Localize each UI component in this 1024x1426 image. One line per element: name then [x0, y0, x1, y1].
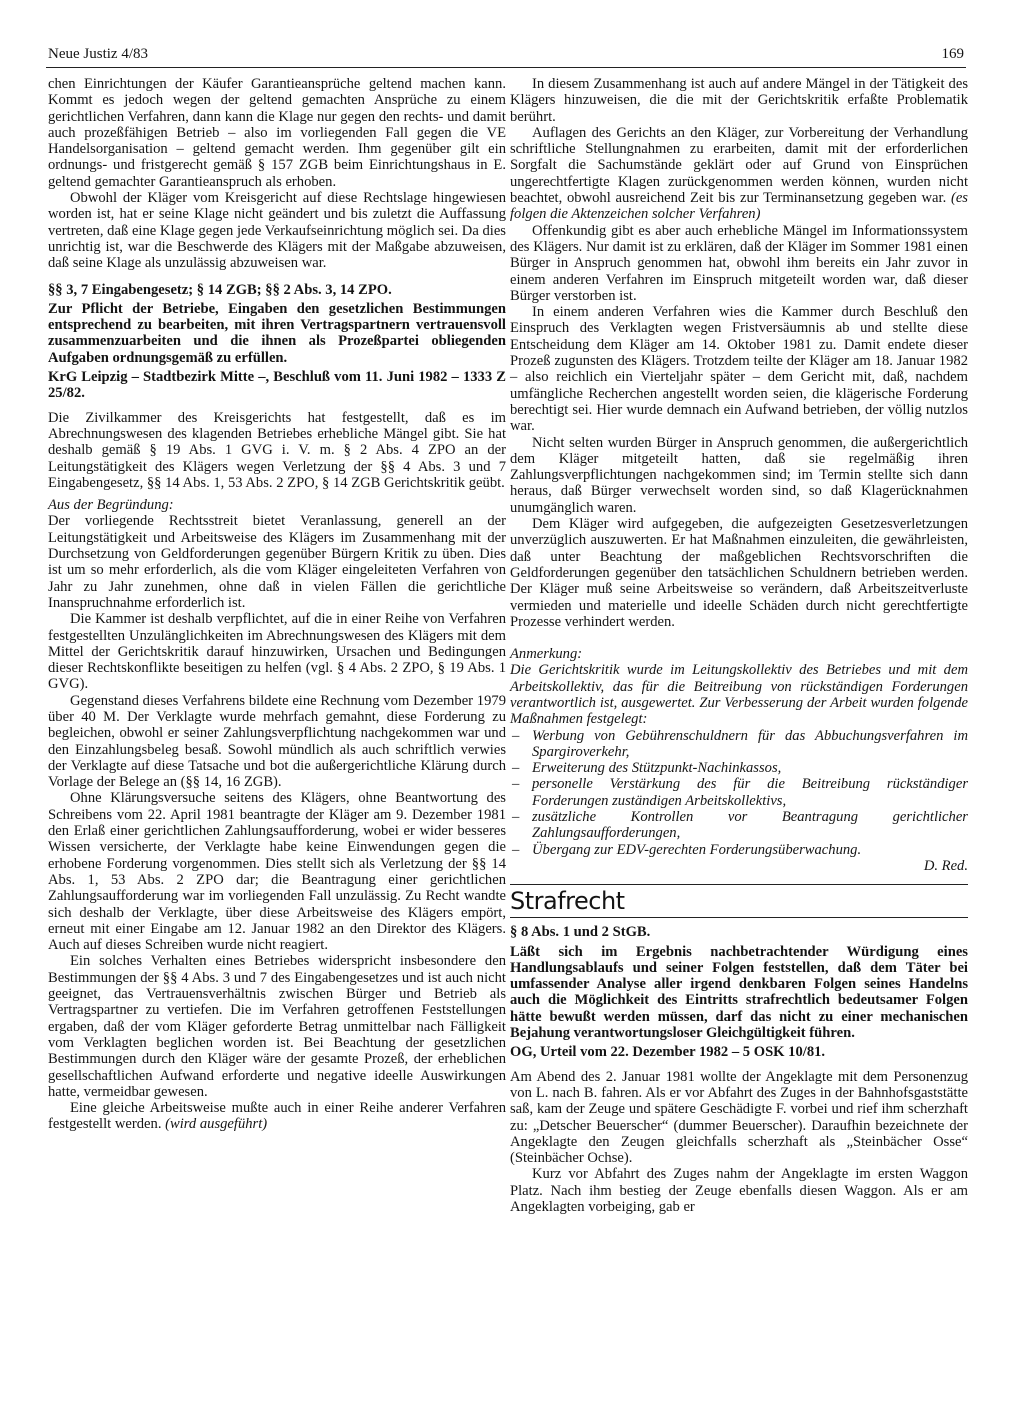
paragraph — [48, 1100, 506, 1133]
list-item: – Übergang zur EDV-gerechten Forderungsüberwachung. — [510, 842, 968, 858]
section-rule — [510, 917, 968, 918]
paragraph: Dem Kläger wird aufgegeben, die aufgezeigten Gesetzesverletzungen unverzüglich auszuwerten. Er hat Maßnahmen einzuleiten, die gewährleisten, daß unter Beachtung der maßgeblichen Rechtsvorschriften die Geldforderungen gegenüber den tatsächlichen Schuldnern betrieben werden. Der Kläger muß seine Arbeitsweise so verändern, daß Arbeitszeitverluste vermieden und materielle und ideelle Schäden durch nicht gerechtfertigte Prozesse verhindert werden. — [510, 516, 968, 630]
remark-text: Die Gerichtskritik wurde im Leitungskollektiv des Betriebes und mit dem Arbeitskollektiv, das für die Beitreibung von rückständigen Forderungen verantwortlich ist, ausgewertet. Zur Verbesserung der Arbeit wurden folgende Maßnahmen festgelegt: — [510, 662, 968, 728]
headnote: Zur Pflicht der Betriebe, Eingaben den gesetzlichen Bestimmungen entsprechend zu bearbeiten, mit ihren Vertragspartnern vertrauensvoll zusammenzuarbeiten und die ihnen als Prozeßpartei obliegenden Aufgaben ordnungsgemäß zu erfüllen. — [48, 300, 506, 366]
law-citation: § 8 Abs. 1 und 2 StGB. — [510, 924, 651, 941]
list-item: – Werbung von Gebührenschuldnern für das Abbuchungsverfahren im Spargiroverkehr, — [510, 728, 968, 761]
left-column — [48, 76, 506, 1133]
law-citation: §§ 3, 7 Eingabengesetz; § 14 ZGB; §§ 2 Abs. 3, 14 ZPO. — [48, 281, 392, 298]
court-reference: KrG Leipzig – Stadtbezirk Mitte –, Beschluß vom 11. Juni 1982 – 1333 Z 25/82. — [48, 369, 506, 402]
paragraph: Offenkundig gibt es aber auch erhebliche Mängel im Informationssystem des Klägers. Nur damit ist zu erklären, daß der Kläger im Sommer 1981 einen Bürger in Anspruch genommen hat, obwohl ihm bereits ein Jahr zuvor in einem anderen Verfahren im Einspruch mitgeteilt worden war, daß dieser Bürger verstorben ist. — [510, 222, 968, 304]
editorial-remark — [510, 646, 968, 874]
paragraph: In einem anderen Verfahren wies die Kammer durch Beschluß den Einspruch des Verklagten wegen Fristversäumnis ab und stellte diese Entscheidung dem Kläger am 14. Oktober 1981 zu. Damit endete dieser Prozeß zugunsten des Klägers. Trotzdem teilte der Kläger am 18. Januar 1982 – also reichlich ein Vierteljahr später – dem Gericht mit, daß, nachdem umfängliche Recherchen angestellt worden seien, die klägerische Forderung berechtigt sei. Hier wurde demnach ein Aufwand betrieben, der völlig nutzlos war. — [510, 304, 968, 435]
list-item: – personelle Verstärkung des für die Beitreibung rückständiger Forderungen zuständigen Arbeitskollektivs, — [510, 776, 968, 809]
paragraph-text: Auflagen des Gerichts an den Kläger, zur Vorbereitung der Verhandlung schriftliche Stellungnahmen zu erarbeiten, damit mit der erforderlichen Sorgfalt die Sachumstände geklärt oder auf Grund von Einsprüchen ungerechtfertigte Klagen zurückgenommen werden können, wurden nicht beachtet, obwohl ausreichend Zeit bis zur Terminansetzung gegeben war. — [510, 124, 968, 207]
paragraph: Ein solches Verhalten eines Betriebes widerspricht insbesondere den Bestimmungen der §§ 4 Abs. 3 und 7 des Eingabengesetzes und ist auch nicht geeignet, das Vertrauensverhältnis zwischen Bürger und Betrieb als Vertragspartner zu vertiefen. Die im Verfahren getroffenen Feststellungen ergaben, daß der vom Kläger geforderte Betrag unmittelbar nach Fälligkeit vom Verklagten beglichen worden ist. Bei Beachtung der gesetzlichen Bestimmungen durch den Kläger wäre der gesamte Prozeß, der erheblichen gesellschaftlichen Aufwand erforderte und negative ideelle Auswirkungen hatte, vermeidbar gewesen. — [48, 953, 506, 1100]
section-heading: Strafrecht — [510, 884, 968, 915]
paragraph: Nicht selten wurden Bürger in Anspruch genommen, die außergerichtlich dem Kläger mitgeteilt hatten, daß sie regelmäßig ihren Zahlungsverpflichtungen nachgekommen sind; im Termin stellte sich dann heraus, daß Bürger verwechselt worden sind, so daß Klagerücknahmen unumgänglich waren. — [510, 434, 968, 516]
right-column — [510, 76, 968, 1215]
editorial-note: (wird ausgeführt) — [165, 1116, 268, 1133]
journal-title: Neue Justiz 4/83 — [48, 46, 148, 62]
paragraph: chen Einrichtungen der Käufer Garantieansprüche geltend machen kann. Kommt es jedoch wegen der geltend gemachten Ansprüche zu einem gerichtlichen Verfahren, dann kann die Klage nur gegen den rechts- und damit auch prozeßfähigen Betrieb – also im vorliegenden Fall gegen die VE Handelsorganisation – geltend gemacht werden. Ihm gegenüber gilt ein ordnungs- und fristgerecht gemäß § 157 ZGB beim Einrichtungshaus in E. geltend gemachter Garantieanspruch als erhoben. — [48, 76, 506, 190]
list-item: – zusätzliche Kontrollen vor Beantragung gerichtlicher Zahlungsaufforderungen, — [510, 809, 968, 842]
paragraph: Kurz vor Abfahrt des Zuges nahm der Angeklagte im ersten Waggon Platz. Nach ihm bestieg der Zeuge ebenfalls diesen Waggon. Als er am Angeklagten vorbeiging, gab er — [510, 1166, 968, 1215]
paragraph: Ohne Klärungsversuche seitens des Klägers, ohne Beantwortung des Schreibens vom 22. April 1981 beantragte der Kläger am 9. Dezember 1981 den Erlaß einer gerichtlichen Zahlungsaufforderung, wobei er wider besseres Wissen versicherte, der Verklagte habe keine Einwendungen gegen die erhobene Forderung vorgenommen. Dies stellt sich als Verletzung der §§ 14 Abs. 1, 53 Abs. 2 ZPO dar; die Beantragung einer gerichtlichen Zahlungsaufforderung war im vorliegenden Fall unzulässig. Zu Recht wandte sich deshalb der Verklagte, über diese Arbeitsweise des Klägers empört, erneut mit einer Eingabe am 12. Januar 1982 an den Direktor des Klägers. Auch auf dieses Schreiben wurde nicht reagiert. — [48, 790, 506, 954]
editor-signature: D. Red. — [923, 857, 968, 874]
paragraph: In diesem Zusammenhang ist auch auf andere Mängel in der Tätigkeit des Klägers hinzuweisen, die die mit der Gerichtskritik erfaßte Problematik berührt. — [510, 76, 968, 125]
list-item: – Erweiterung des Stützpunkt-Nachinkassos, — [510, 760, 968, 776]
headnote: Läßt sich im Ergebnis nachbetrachtender Würdigung eines Handlungsablaufs und seiner Folgen feststellen, daß dem Täter bei umfassender Analyse aller irgend denkbaren Folgen seines Handelns auch die Möglichkeit des Eintritts strafrechtlich bedeutsamer Folgen hätte bewußt werden müssen, darf das nicht zu einer mechanischen Bejahung verantwortungsloser Gleichgültigkeit führen. — [510, 943, 968, 1042]
paragraph: Die Kammer ist deshalb verpflichtet, auf die in einer Reihe von Verfahren festgestellten Unzulänglichkeiten im Abrechnungswesen des Klägers mit dem Mittel der Gerichtskritik darauf hinzuwirken, Ursachen und Bedingungen dieser Rechtskonflikte beseitigen zu helfen (vgl. § 4 Abs. 2 ZPO, § 19 Abs. 1 GVG). — [48, 611, 506, 693]
header-rule — [46, 67, 966, 68]
paragraph: Am Abend des 2. Januar 1981 wollte der Angeklagte mit dem Personenzug von L. nach B. fahren. Als er vor Abfahrt des Zuges in der Bahnhofsgaststätte saß, kam der Zeuge und spätere Geschädigte F. vorbei und rief ihm scherzhaft zu: „Detscher Beuerscher“ (dummer Beuerscher). Daraufhin bezeichnete der Angeklagte den Zeugen gleichfalls scherzhaft als „Steinbächer Osse“ (Steinbächer Ochse). — [510, 1068, 968, 1167]
paragraph: Gegenstand dieses Verfahrens bildete eine Rechnung vom Dezember 1979 über 40 M. Der Verklagte wurde mehrfach gemahnt, diese Forderung zu begleichen, obwohl er seiner Zahlungsverpflichtung nachgekommen war und den Einzahlungsbeleg besaß. Sowohl mündlich als auch schriftlich verwies der Verklagte auf diese Tatsache und bot die außergerichtliche Klärung durch Vorlage der Belege an (§§ 14, 16 ZGB). — [48, 692, 506, 791]
court-reference: OG, Urteil vom 22. Dezember 1982 – 5 OSK 10/81. — [510, 1044, 826, 1061]
paragraph — [510, 125, 968, 223]
paragraph: Der vorliegende Rechtsstreit bietet Veranlassung, generell an der Leitungstätigkeit und Arbeitsweise des Klägers im Zusammenhang mit der Durchsetzung von Geldforderungen gegenüber Bürgern Kritik zu üben. Dies ist um so mehr erforderlich, als die vom Kläger eingeleiteten Verfahren von Jahr zu Jahr zunehmen, ohne daß in vielen Fällen die gerichtliche Inanspruchnahme erforderlich ist. — [48, 513, 506, 611]
running-header — [48, 46, 964, 66]
page-number: 169 — [941, 46, 964, 62]
paragraph: Obwohl der Kläger vom Kreisgericht auf diese Rechtslage hingewiesen worden ist, hat er seine Klage nicht geändert und bis zuletzt die Auffassung vertreten, daß eine Klage gegen jede Verkaufseinrichtung möglich sei. Da dies unrichtig ist, war die Beschwerde des Klägers mit der Maßgabe abzuweisen, daß seine Klage als unzulässig abzuweisen war. — [48, 190, 506, 272]
remark-heading: Anmerkung: — [510, 646, 583, 663]
paragraph: Die Zivilkammer des Kreisgerichts hat festgestellt, daß es im Abrechnungswesen des klagenden Betriebes erhebliche Mängel gibt. Sie hat deshalb gemäß § 19 Abs. 1 GVG i. V. m. § 2 Abs. 4 ZPO an der Leitungstätigkeit des Klägers wegen Verletzung der §§ 4 Abs. 3 und 7 Eingabengesetz, §§ 14 Abs. 1, 53 Abs. 2 ZPO, § 14 ZGB Gerichtskritik geübt. — [48, 409, 506, 491]
editorial-note: (es folgen die Aktenzeichen solcher Verfahren) — [510, 190, 968, 223]
reasons-heading: Aus der Begründung: — [48, 497, 174, 514]
measures-list — [510, 728, 968, 858]
paragraph-text: Eine gleiche Arbeitsweise mußte auch in einer Reihe anderer Verfahren festgestellt werden. — [48, 1100, 506, 1133]
